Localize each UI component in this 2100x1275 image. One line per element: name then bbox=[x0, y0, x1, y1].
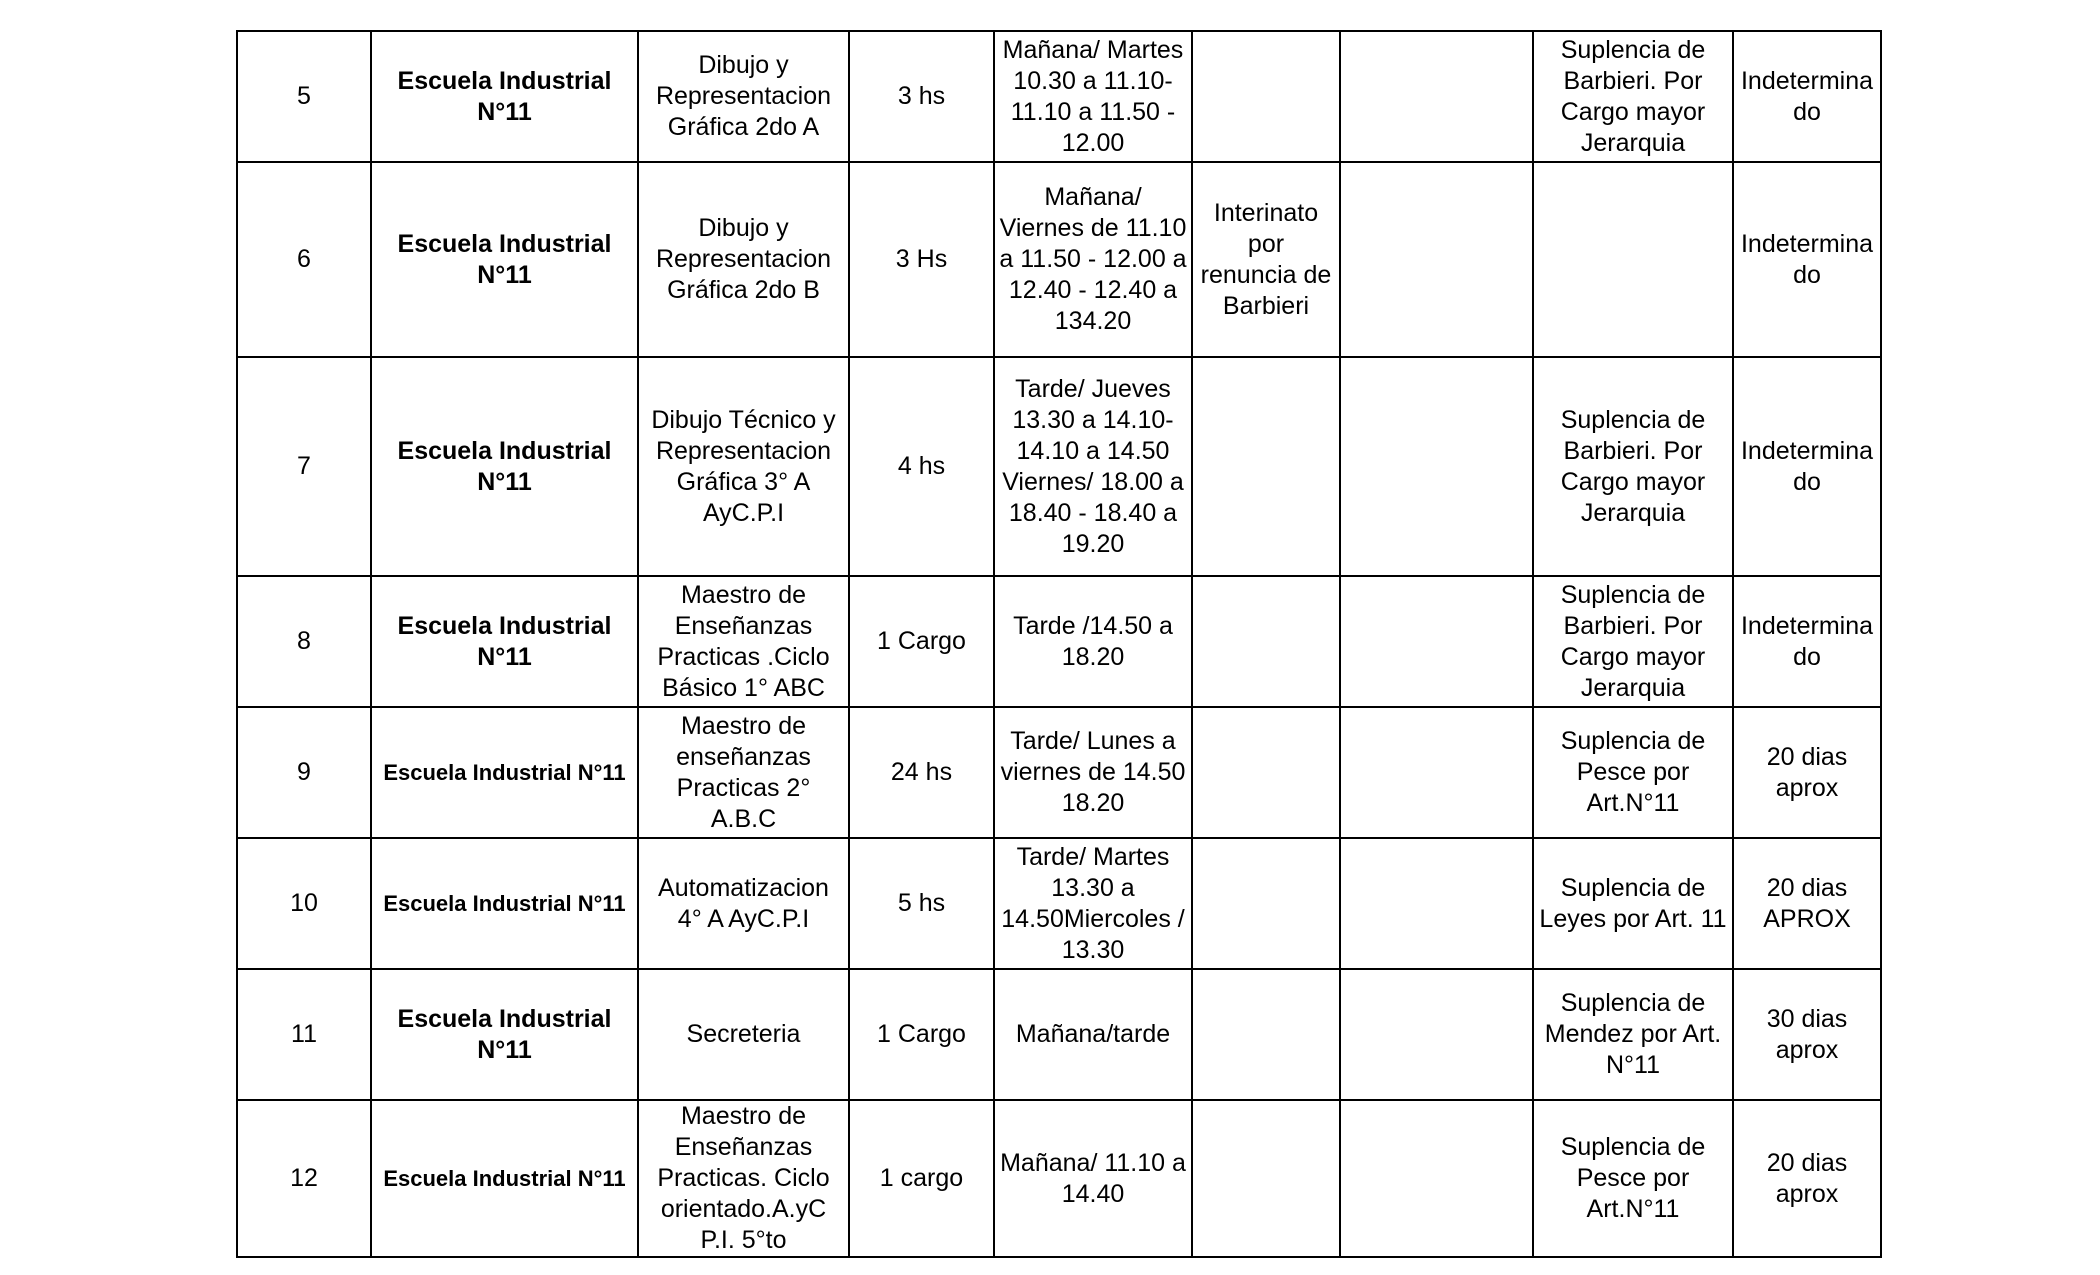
extra-cell bbox=[1340, 576, 1533, 707]
duration-cell: 20 dias aprox bbox=[1733, 707, 1881, 838]
condition-cell bbox=[1192, 31, 1340, 162]
subject-cell: Maestro de Enseñanzas Practicas .Ciclo Básico 1° ABC bbox=[638, 576, 849, 707]
duration-cell: 20 dias aprox bbox=[1733, 1100, 1881, 1257]
hours-cell: 4 hs bbox=[849, 357, 994, 576]
hours-cell: 3 hs bbox=[849, 31, 994, 162]
cause-cell: Suplencia de Mendez por Art. N°11 bbox=[1533, 969, 1733, 1100]
hours-cell: 1 Cargo bbox=[849, 576, 994, 707]
duration-cell: Indetermina do bbox=[1733, 31, 1881, 162]
cause-cell: Suplencia de Barbieri. Por Cargo mayor Jerarquia bbox=[1533, 576, 1733, 707]
condition-cell bbox=[1192, 1100, 1340, 1257]
schedule-cell: Tarde/ Jueves 13.30 a 14.10- 14.10 a 14.50 Viernes/ 18.00 a 18.40 - 18.40 a 19.20 bbox=[994, 357, 1192, 576]
school-name: Escuela Industrial N°11 bbox=[371, 357, 638, 576]
cause-cell: Suplencia de Leyes por Art. 11 bbox=[1533, 838, 1733, 969]
row-number: 6 bbox=[237, 162, 371, 357]
row-number: 12 bbox=[237, 1100, 371, 1257]
subject-cell: Secreteria bbox=[638, 969, 849, 1100]
row-number: 11 bbox=[237, 969, 371, 1100]
cause-cell bbox=[1533, 162, 1733, 357]
duration-cell: Indetermina do bbox=[1733, 357, 1881, 576]
schedule-cell: Mañana/tarde bbox=[994, 969, 1192, 1100]
school-name: Escuela Industrial N°11 bbox=[371, 162, 638, 357]
schedule-cell: Tarde/ Martes 13.30 a 14.50Miercoles / 13.30 bbox=[994, 838, 1192, 969]
condition-cell bbox=[1192, 707, 1340, 838]
row-number: 8 bbox=[237, 576, 371, 707]
hours-cell: 3 Hs bbox=[849, 162, 994, 357]
table-row bbox=[237, 576, 1881, 707]
duration-cell: 30 dias aprox bbox=[1733, 969, 1881, 1100]
condition-cell bbox=[1192, 576, 1340, 707]
school-name: Escuela Industrial N°11 bbox=[371, 838, 638, 969]
hours-cell: 1 cargo bbox=[849, 1100, 994, 1257]
condition-cell bbox=[1192, 969, 1340, 1100]
table-row bbox=[237, 357, 1881, 576]
extra-cell bbox=[1340, 357, 1533, 576]
cause-cell: Suplencia de Barbieri. Por Cargo mayor Jerarquia bbox=[1533, 31, 1733, 162]
school-name: Escuela Industrial N°11 bbox=[371, 1100, 638, 1257]
table-row bbox=[237, 838, 1881, 969]
table-row bbox=[237, 707, 1881, 838]
extra-cell bbox=[1340, 707, 1533, 838]
school-name: Escuela Industrial N°11 bbox=[371, 969, 638, 1100]
row-number: 5 bbox=[237, 31, 371, 162]
extra-cell bbox=[1340, 31, 1533, 162]
extra-cell bbox=[1340, 969, 1533, 1100]
hours-cell: 5 hs bbox=[849, 838, 994, 969]
table-row bbox=[237, 969, 1881, 1100]
school-name: Escuela Industrial N°11 bbox=[371, 576, 638, 707]
extra-cell bbox=[1340, 838, 1533, 969]
schedule-cell: Mañana/ 11.10 a 14.40 bbox=[994, 1100, 1192, 1257]
schedule-cell: Tarde /14.50 a 18.20 bbox=[994, 576, 1192, 707]
cause-cell: Suplencia de Pesce por Art.N°11 bbox=[1533, 707, 1733, 838]
subject-cell: Maestro de enseñanzas Practicas 2° A.B.C bbox=[638, 707, 849, 838]
schedule-cell: Mañana/ Martes 10.30 a 11.10- 11.10 a 11.50 - 12.00 bbox=[994, 31, 1192, 162]
subject-cell: Dibujo y Representacion Gráfica 2do B bbox=[638, 162, 849, 357]
condition-cell: Interinato por renuncia de Barbieri bbox=[1192, 162, 1340, 357]
duration-cell: Indetermina do bbox=[1733, 162, 1881, 357]
extra-cell bbox=[1340, 1100, 1533, 1257]
hours-cell: 24 hs bbox=[849, 707, 994, 838]
extra-cell bbox=[1340, 162, 1533, 357]
condition-cell bbox=[1192, 357, 1340, 576]
row-number: 10 bbox=[237, 838, 371, 969]
condition-cell bbox=[1192, 838, 1340, 969]
row-number: 9 bbox=[237, 707, 371, 838]
vacancies-table bbox=[236, 30, 1882, 1258]
table-row bbox=[237, 1100, 1881, 1257]
school-name: Escuela Industrial N°11 bbox=[371, 31, 638, 162]
subject-cell: Dibujo Técnico y Representacion Gráfica 3° A AyC.P.I bbox=[638, 357, 849, 576]
subject-cell: Dibujo y Representacion Gráfica 2do A bbox=[638, 31, 849, 162]
duration-cell: 20 dias APROX bbox=[1733, 838, 1881, 969]
table-row bbox=[237, 31, 1881, 162]
hours-cell: 1 Cargo bbox=[849, 969, 994, 1100]
subject-cell: Maestro de Enseñanzas Practicas. Ciclo orientado.A.yC P.I. 5°to bbox=[638, 1100, 849, 1257]
subject-cell: Automatizacion 4° A AyC.P.I bbox=[638, 838, 849, 969]
row-number: 7 bbox=[237, 357, 371, 576]
schedule-cell: Mañana/ Viernes de 11.10 a 11.50 - 12.00 a 12.40 - 12.40 a 134.20 bbox=[994, 162, 1192, 357]
cause-cell: Suplencia de Barbieri. Por Cargo mayor Jerarquia bbox=[1533, 357, 1733, 576]
duration-cell: Indetermina do bbox=[1733, 576, 1881, 707]
schedule-cell: Tarde/ Lunes a viernes de 14.50 18.20 bbox=[994, 707, 1192, 838]
school-name: Escuela Industrial N°11 bbox=[371, 707, 638, 838]
table-row bbox=[237, 162, 1881, 357]
cause-cell: Suplencia de Pesce por Art.N°11 bbox=[1533, 1100, 1733, 1257]
